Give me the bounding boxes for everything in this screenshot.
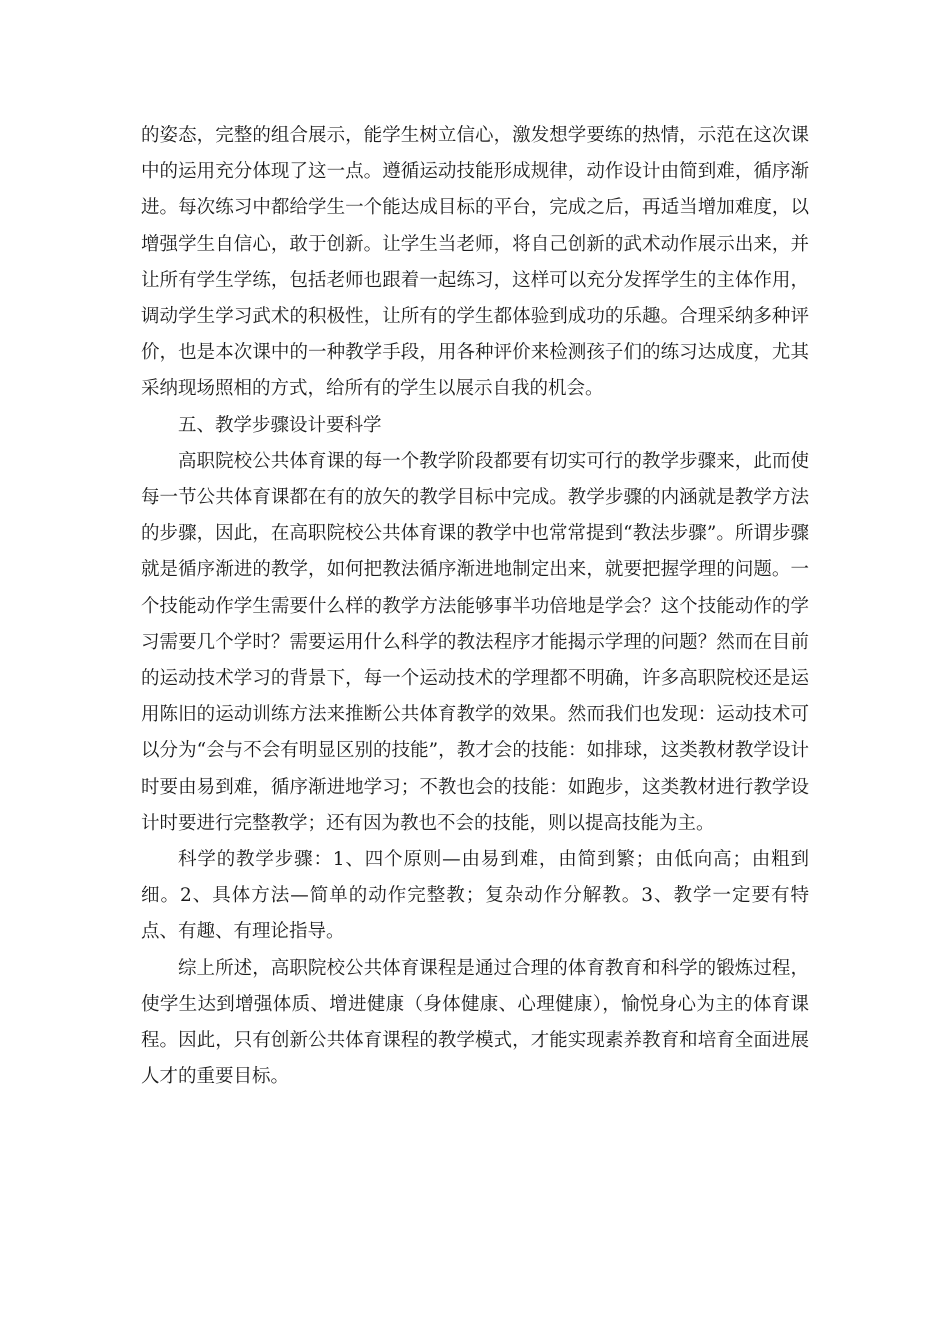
body-paragraph-conclusion: 综上所述，高职院校公共体育课程是通过合理的体育教育和科学的锻炼过程，使学生达到增强体质、增进健康（身体健康、心理健康），愉悦身心为主的体育课程。因此，只有创新公共体育课程的教学模式，才能实现素养教育和培育全面进展人才的重要目标。 bbox=[141, 957, 809, 1088]
body-paragraph-continued: 的姿态，完整的组合展示，能学生树立信心，激发想学要练的热情，示范在这次课中的运用充分体现了这一点。遵循运动技能形成规律，动作设计由简到难，循序渐进。每次练习中都给学生一个能达成目标的平台，完成之后，再适当增加难度，以增强学生自信心，敢于创新。让学生当老师，将自己创新的武术动作展示出来，并让所有学生学练，包括老师也跟着一起练习，这样可以充分发挥学生的主体作用，调动学生学习武术的积极性，让所有的学生都体验到成功的乐趣。合理采纳多种评价，也是本次课中的一种教学手段，用各种评价来检测孩子们的练习达成度，尤其采纳现场照相的方式，给所有的学生以展示自我的机会。 bbox=[141, 125, 809, 400]
body-paragraph-scientific-steps: 科学的教学步骤：1、四个原则—由易到难，由简到繁；由低向高；由粗到细。2、具体方法—简单的动作完整教；复杂动作分解教。3、教学一定要有特点、有趣、有理论指导。 bbox=[141, 849, 809, 943]
document-body bbox=[141, 118, 809, 1095]
section-heading-five: 五、教学步骤设计要科学 bbox=[178, 414, 382, 436]
body-paragraph-steps: 高职院校公共体育课的每一个教学阶段都要有切实可行的教学步骤来，此而使每一节公共体育课都在有的放矢的教学目标中完成。教学步骤的内涵就是教学方法的步骤，因此，在高职院校公共体育课的教学中也常常提到“教法步骤”。所谓步骤就是循序渐进的教学，如何把教法循序渐进地制定出来，就要把握学理的问题。一个技能动作学生需要什么样的教学方法能够事半功倍地是学会？这个技能动作的学习需要几个学时？需要运用什么科学的教法程序才能揭示学理的问题？然而在目前的运动技术学习的背景下，每一个运动技术的学理都不明确，许多高职院校还是运用陈旧的运动训练方法来推断公共体育教学的效果。然而我们也发现：运动技术可以分为“会与不会有明显区别的技能”，教才会的技能：如排球，这类教材教学设计时要由易到难，循序渐进地学习；不教也会的技能：如跑步，这类教材进行教学设计时要进行完整教学；还有因为教也不会的技能，则以提高技能为主。 bbox=[141, 450, 809, 834]
